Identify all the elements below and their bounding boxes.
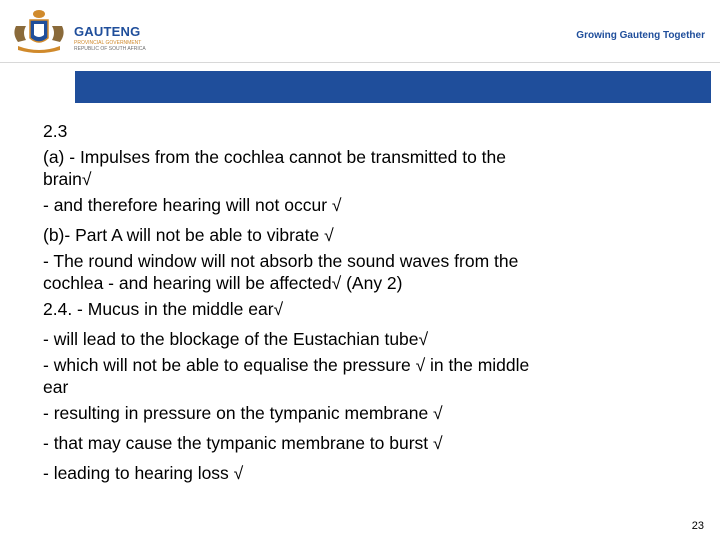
slide-content <box>43 116 683 488</box>
header-divider <box>0 62 720 63</box>
content-line: - resulting in pressure on the tympanic membrane √ <box>43 403 443 423</box>
content-line: ear <box>43 377 69 397</box>
content-line: - and therefore hearing will not occur √ <box>43 195 342 215</box>
page-number: 23 <box>691 520 704 532</box>
content-line: 2.3 <box>43 121 68 141</box>
coat-of-arms-icon <box>8 8 70 54</box>
content-line: - will lead to the blockage of the Eustachian tube√ <box>43 329 429 349</box>
tagline: Growing Gauteng Together <box>576 30 705 41</box>
content-line: - The round window will not absorb the sound waves from the <box>43 251 519 271</box>
content-line: brain√ <box>43 169 92 189</box>
content-line: - leading to hearing loss √ <box>43 463 244 483</box>
content-line: cochlea - and hearing will be affected√ (Any 2) <box>43 273 403 293</box>
header-band <box>75 71 711 103</box>
logo-subtitle-republic: REPUBLIC OF SOUTH AFRICA <box>74 46 146 52</box>
content-line: (a) - Impulses from the cochlea cannot be transmitted to the <box>43 147 506 167</box>
content-line: (b)- Part A will not be able to vibrate √ <box>43 225 334 245</box>
content-line: - which will not be able to equalise the pressure √ in the middle <box>43 355 530 375</box>
gauteng-logo <box>8 8 148 56</box>
logo-subtitle-government: PROVINCIAL GOVERNMENT <box>74 40 142 46</box>
content-line: 2.4. - Mucus in the middle ear√ <box>43 299 284 319</box>
content-line: - that may cause the tympanic membrane to burst √ <box>43 433 443 453</box>
logo-title: GAUTENG <box>74 24 141 39</box>
